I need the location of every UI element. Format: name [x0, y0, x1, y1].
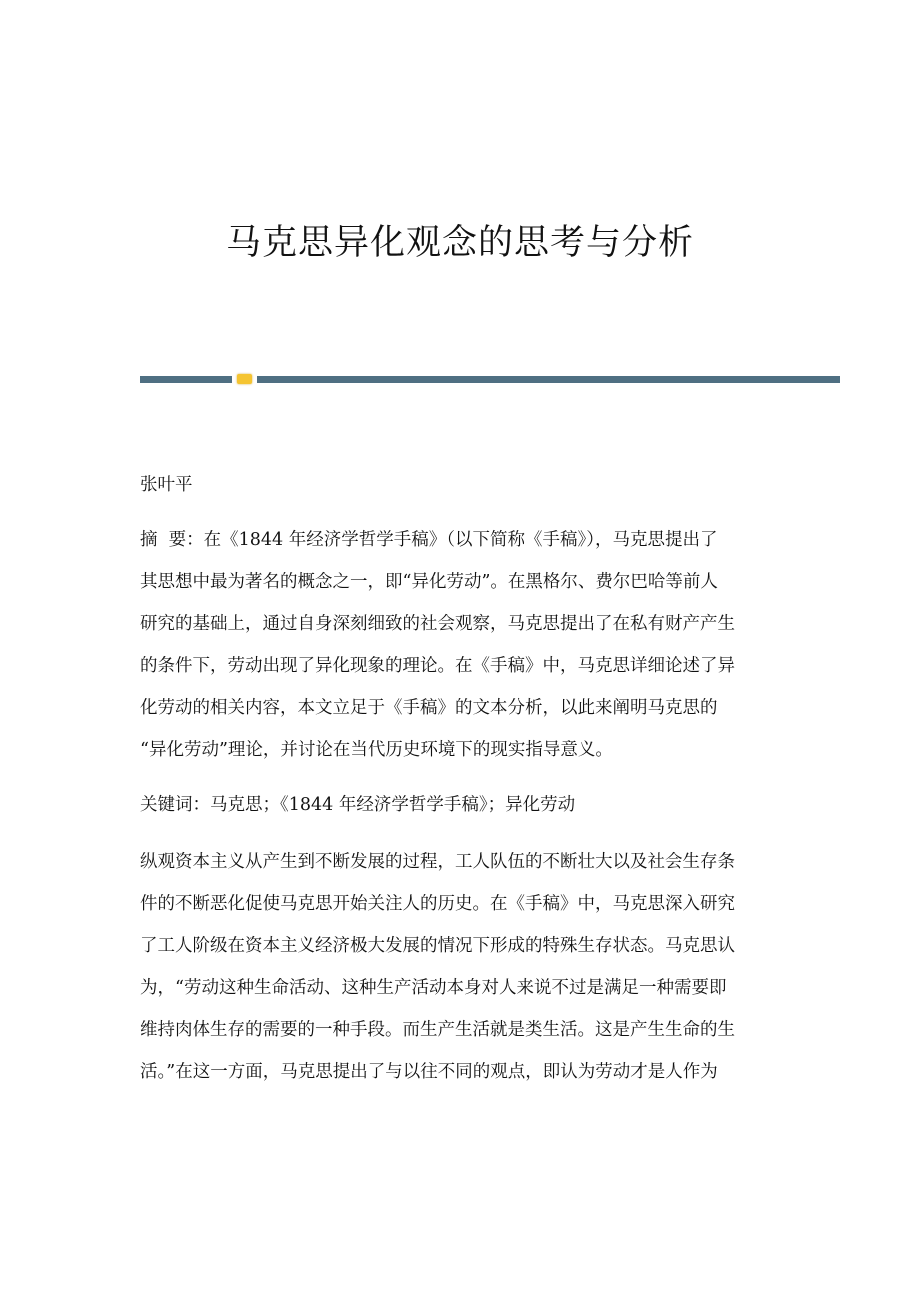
abstract-line: “异化劳动”理论，并讨论在当代历史环境下的现实指导意义。 — [140, 740, 613, 760]
body-line: 件的不断恶化促使马克思开始关注人的历史。在《手稿》中，马克思深入研究 — [140, 894, 735, 914]
body-line: 活。”在这一方面，马克思提出了与以往不同的观点，即认为劳动才是人作为 — [140, 1062, 718, 1082]
author: 张叶平 — [140, 475, 193, 495]
keywords: 关键词：马克思；《1844 年经济学哲学手稿》；异化劳动 — [140, 795, 576, 815]
abstract-line: 其思想中最为著名的概念之一，即“异化劳动”。在黑格尔、费尔巴哈等前人 — [140, 572, 718, 592]
divider-left — [140, 376, 232, 383]
divider-emblem-icon — [237, 374, 252, 384]
document-title: 马克思异化观念的思考与分析 — [225, 223, 694, 263]
abstract-line: 的条件下，劳动出现了异化现象的理论。在《手稿》中，马克思详细论述了异 — [140, 656, 735, 676]
body-line: 为，“劳动这种生命活动、这种生产活动本身对人来说不过是满足一种需要即 — [140, 978, 727, 998]
abstract-line: 化劳动的相关内容，本文立足于《手稿》的文本分析，以此来阐明马克思的 — [140, 698, 718, 718]
abstract-line: 研究的基础上，通过自身深刻细致的社会观察，马克思提出了在私有财产产生 — [140, 614, 735, 634]
divider-right — [257, 376, 840, 383]
abstract-line: 摘 要：在《1844 年经济学哲学手稿》（以下简称《手稿》），马克思提出了 — [140, 530, 718, 550]
body-line: 纵观资本主义从产生到不断发展的过程，工人队伍的不断壮大以及社会生存条 — [140, 852, 735, 872]
body-line: 维持肉体生存的需要的一种手段。而生产生活就是类生活。这是产生生命的生 — [140, 1020, 735, 1040]
body-line: 了工人阶级在资本主义经济极大发展的情况下形成的特殊生存状态。马克思认 — [140, 936, 735, 956]
